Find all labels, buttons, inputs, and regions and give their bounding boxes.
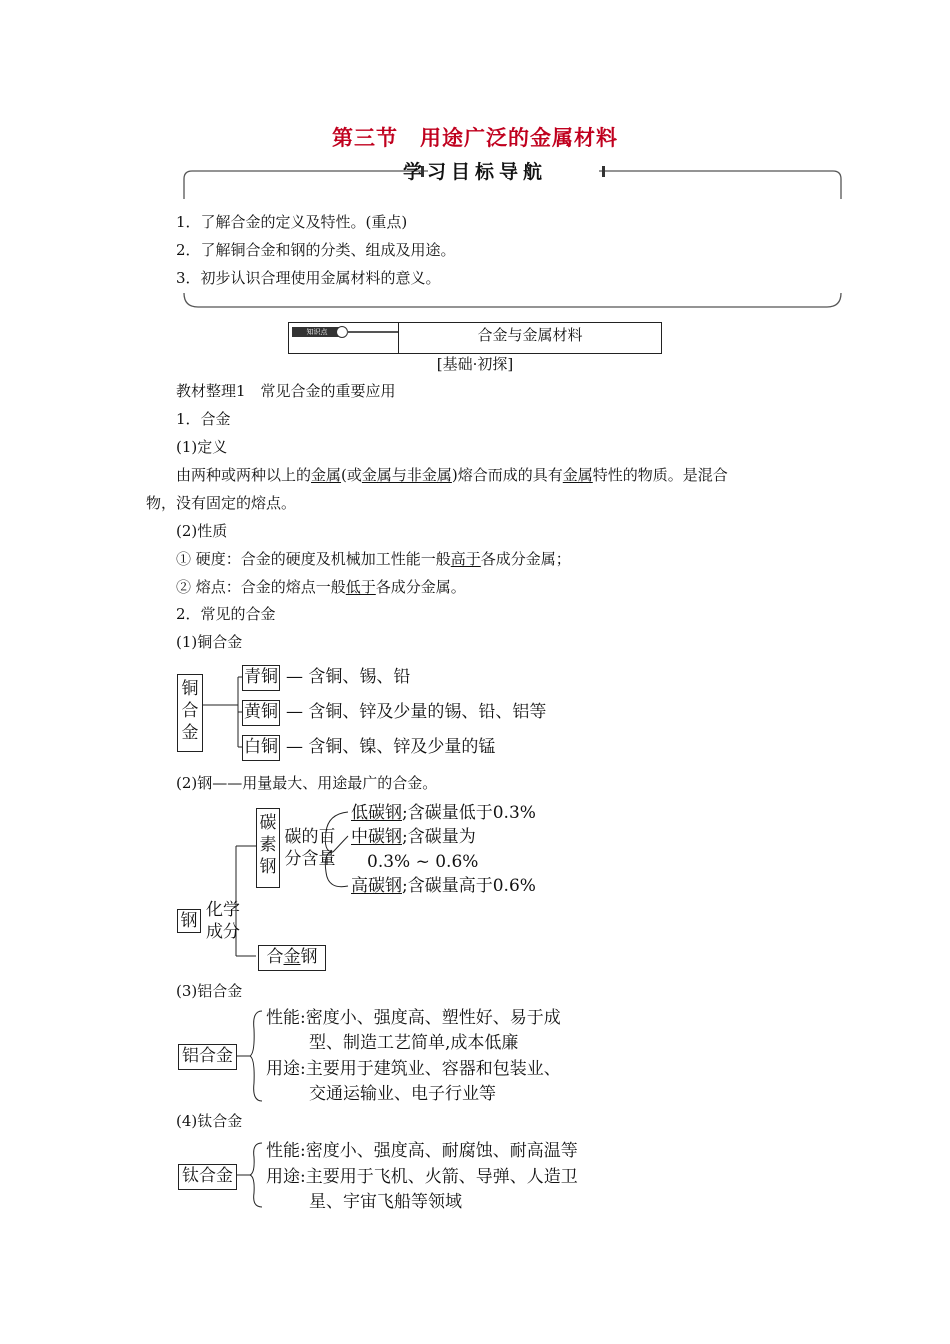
bronze-desc: — 含铜、锡、铅 — [286, 667, 411, 687]
titanium-root-box: 钛合金 — [178, 1164, 237, 1190]
aluminum-use-label: 用途 — [266, 1059, 300, 1079]
aluminum-heading: (3)铝合金 — [176, 982, 243, 1000]
steel-root-box: 钢 — [177, 909, 201, 933]
carbon-content-label: 碳的百 分含量 — [284, 827, 336, 869]
property-heading: (2)性质 — [176, 522, 228, 540]
definition-line-1: 由两种或两种以上的金属(或金属与非金属)熔合而成的具有金属特性的物质。是混合 — [176, 466, 728, 484]
bronze-box: 青铜 — [242, 665, 280, 691]
cupronickel-desc: — 含铜、镍、锌及少量的锰 — [286, 737, 496, 757]
titanium-use-line-1: :主要用于飞机、火箭、导弹、人造卫 — [300, 1167, 578, 1187]
aluminum-root-box: 铝合金 — [178, 1044, 237, 1070]
section-tag: 知识点 — [292, 327, 342, 337]
steel-heading: (2)钢——用量最大、用途最广的合金。 — [176, 774, 438, 792]
titanium-use-line-2: 星、宇宙飞船等领域 — [309, 1192, 462, 1212]
titanium-heading: (4)钛合金 — [176, 1112, 243, 1130]
goal-2: 2．了解铜合金和钢的分类、组成及用途。 — [176, 241, 456, 259]
alloy-steel-box: 合金钢 — [258, 945, 326, 971]
high-carbon-steel: 高碳钢;含碳量高于0.6% — [351, 876, 536, 896]
brass-desc: — 含铜、锌及少量的锡、铅、铝等 — [286, 702, 547, 722]
definition-heading: (1)定义 — [176, 438, 228, 456]
cupronickel-box: 白铜 — [242, 735, 280, 761]
section-subtitle: [基础·初探] — [436, 355, 514, 373]
aluminum-perf-label: 性能 — [266, 1008, 300, 1028]
property-melting-point: ② 熔点：合金的熔点一般低于各成分金属。 — [176, 578, 466, 596]
brass-box: 黄铜 — [242, 700, 280, 726]
medium-carbon-range: 0.3% ~ 0.6% — [367, 852, 479, 872]
content-heading: 教材整理1 常见合金的重要应用 — [176, 382, 396, 400]
alloy-heading: 1．合金 — [176, 410, 231, 428]
common-alloys-heading: 2．常见的合金 — [176, 605, 276, 623]
aluminum-use-line-1: :主要用于建筑业、容器和包装业、 — [300, 1059, 561, 1079]
goals-banner: 学习目标导航 — [402, 161, 547, 183]
steel-basis: 化学 成分 — [206, 900, 240, 942]
property-hardness: ① 硬度：合金的硬度及机械加工性能一般高于各成分金属； — [176, 550, 571, 568]
section-title: 合金与金属材料 — [477, 326, 583, 344]
tag-line — [347, 331, 399, 333]
goal-1: 1．了解合金的定义及特性。(重点) — [176, 213, 408, 231]
titanium-perf-label: 性能 — [266, 1141, 300, 1161]
carbon-steel-box: 碳 素 钢 — [256, 808, 280, 888]
titanium-use-label: 用途 — [266, 1167, 300, 1187]
titanium-perf-line: :密度小、强度高、耐腐蚀、耐高温等 — [300, 1141, 578, 1161]
page-title: 第三节 用途广泛的金属材料 — [332, 126, 618, 150]
aluminum-use-line-2: 交通运输业、电子行业等 — [309, 1084, 496, 1104]
aluminum-perf-line-2: 型、制造工艺简单,成本低廉 — [309, 1033, 519, 1053]
aluminum-perf-line-1: :密度小、强度高、塑性好、易于成 — [300, 1008, 561, 1028]
definition-line-2: 物，没有固定的熔点。 — [146, 494, 297, 512]
section-header — [288, 322, 662, 354]
copper-heading: (1)铜合金 — [176, 633, 243, 651]
goal-3: 3．初步认识合理使用金属材料的意义。 — [176, 269, 441, 287]
low-carbon-steel: 低碳钢;含碳量低于0.3% — [351, 803, 536, 823]
medium-carbon-steel: 中碳钢;含碳量为 — [351, 827, 476, 847]
copper-root-box: 铜 合 金 — [177, 674, 203, 752]
